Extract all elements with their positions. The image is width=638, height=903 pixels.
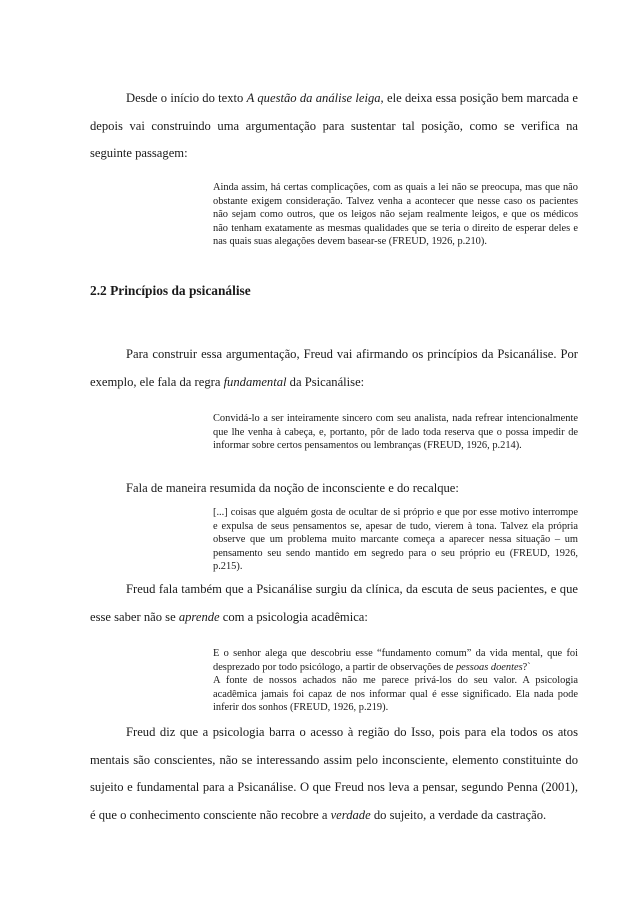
emphasis-fundamental: fundamental bbox=[223, 374, 287, 389]
block-quote-4 bbox=[213, 647, 578, 715]
paragraph-psychology: Freud diz que a psicologia barra o acesso à região do Isso, pois para ela todos os atos mentais são conscientes, não se interessando assim pelo inconsciente, elemento constituinte do sujeito e fundamental para a Psicanálise. O que Freud nos leva a pensar, segundo Penna (2001), é que o conhecimento consciente não recobre a verdade do sujeito, a verdade da castração. bbox=[90, 725, 578, 822]
quote-4-answer: A fonte de nossos achados não me parece privá-los do seu valor. A psicologia acadêmica jamais foi capaz de nos informar qual é esse significado. Ela nada pode inferir dos sonhos (FREUD, 1926, p.219). bbox=[213, 675, 578, 714]
section-heading: 2.2 Princípios da psicanálise bbox=[90, 283, 251, 298]
paragraph-unconscious: Fala de maneira resumida da noção de inconsciente e do recalque: bbox=[126, 481, 459, 495]
block-quote-3: [...] coisas que alguém gosta de ocultar de si próprio e que por esse motivo interrompe e expulsa de seus pensamentos se, apesar de tudo, vierem à tona. Talvez ela própria observe que um problema muito marcante começa a aparecer nessa situação – um pensamento seu sendo mantido em segredo para o seu próprio eu (FREUD, 1926, p.215). bbox=[213, 507, 578, 573]
quote-4-question: E o senhor alega que descobriu esse “fundamento comum” da vida mental, que foi desprezado por todo psicólogo, a partir de observações de pessoas doentes?` bbox=[213, 648, 578, 673]
paragraph-clinic: Freud fala também que a Psicanálise surgiu da clínica, da escuta de seus pacientes, e que esse saber não se aprende com a psicologia acadêmica: bbox=[90, 582, 578, 624]
emphasis-verdade: verdade bbox=[330, 807, 371, 822]
paragraph-principles: Para construir essa argumentação, Freud vai afirmando os princípios da Psicanálise. Por exemplo, ele fala da regra fundamental da Psicanálise: bbox=[90, 347, 578, 389]
block-quote-1: Ainda assim, há certas complicações, com as quais a lei não se preocupa, mas que não obstante exigem consideração. Talvez venha a acontecer que nesse caso os pacientes não sejam como outros, que os leigos não sejam realmente leigos, e que os médicos não tenham exatamente as mesmas qualidades que se teria o direito de esperar deles e nas quais suas alegações devem basear-se (FREUD, 1926, p.210). bbox=[213, 182, 578, 248]
book-title: A questão da análise leiga, bbox=[246, 91, 384, 105]
paragraph-intro: Desde o início do texto A questão da análise leiga, ele deixa essa posição bem marcada e depois vai construindo uma argumentação para sustentar tal posição, como se verifica na seguinte passagem: bbox=[90, 91, 579, 160]
emphasis-aprende: aprende bbox=[178, 609, 220, 624]
block-quote-2: Convidá-lo a ser inteiramente sincero com seu analista, nada refrear intencionalmente que lhe venha à cabeça, e, portanto, pôr de lado toda reserva que o possa impedir de informar sobre certos pensamentos ou lembranças (FREUD, 1926, p.214). bbox=[213, 413, 578, 452]
